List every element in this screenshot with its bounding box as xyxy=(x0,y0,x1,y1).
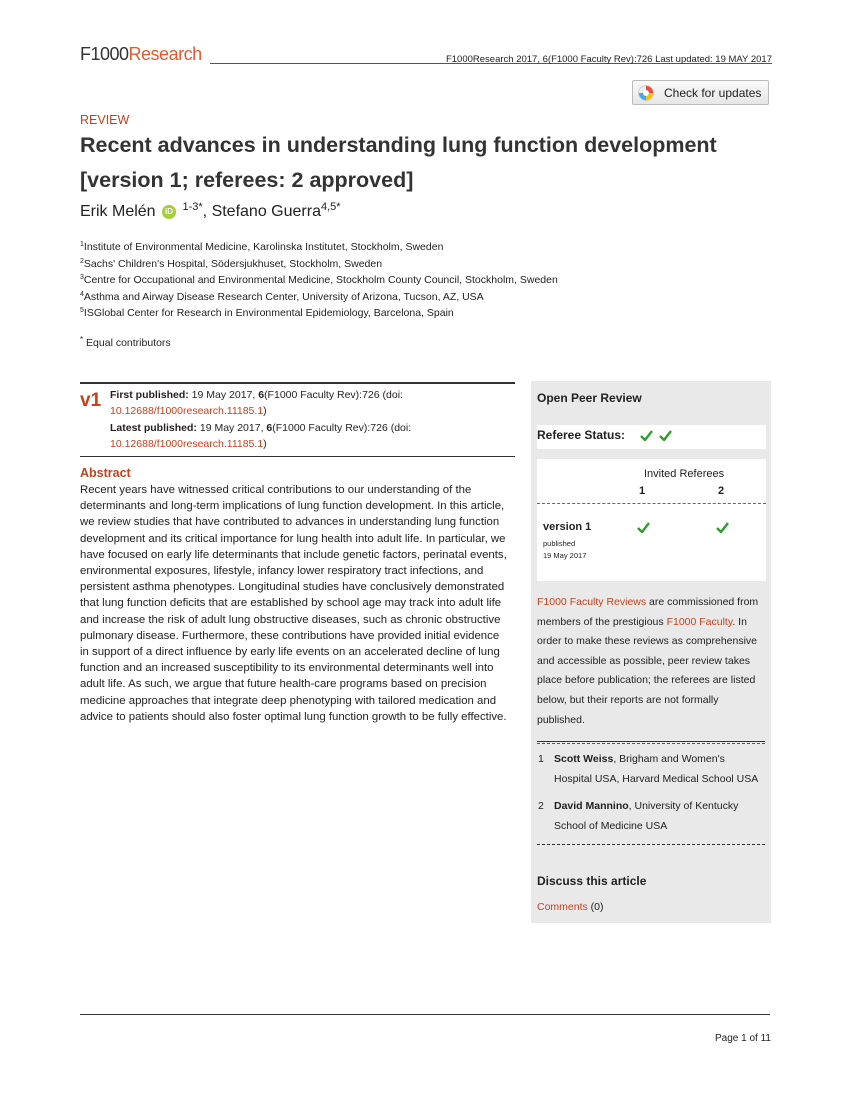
affiliation-item xyxy=(80,258,558,275)
referee-list xyxy=(537,741,765,845)
referee-column-1: 1 xyxy=(639,485,646,497)
faculty-reviews-link[interactable]: F1000 Faculty Reviews xyxy=(537,596,647,608)
approved-check-icon xyxy=(659,430,672,441)
paren-close: ) xyxy=(263,405,267,417)
affiliation-number: 4 xyxy=(80,290,84,298)
affiliation-text: Institute of Environmental Medicine, Karolinska Institutet, Stockholm, Sweden xyxy=(83,241,444,253)
comments-count: (0) xyxy=(587,901,604,913)
abstract-heading: Abstract xyxy=(80,466,131,480)
referee-name: David Mannino xyxy=(554,800,629,812)
affiliation-item xyxy=(80,274,558,291)
version-label[interactable]: version 1 xyxy=(543,521,592,533)
faculty-reviews-note xyxy=(537,593,769,730)
approved-check-icon xyxy=(640,430,653,441)
approved-check-icon[interactable] xyxy=(716,522,729,533)
referee-column-2: 2 xyxy=(718,485,725,497)
volume-number: 6 xyxy=(266,422,273,434)
referee-table xyxy=(537,459,766,581)
affiliation-item xyxy=(80,241,558,258)
comments-row xyxy=(537,901,604,913)
comments-link[interactable]: Comments xyxy=(537,901,588,913)
referee-status-label: Referee Status: xyxy=(537,428,626,442)
check-for-updates-button[interactable] xyxy=(632,80,769,105)
header-citation: F1000Research 2017, 6(F1000 Faculty Rev):726 Last updated: 19 MAY 2017 xyxy=(445,54,772,65)
faculty-note-text: are commissioned from members of the prestigious xyxy=(537,596,759,628)
equal-contributors-mark: * xyxy=(80,335,84,344)
doi-link[interactable]: 10.12688/f1000research.11185.1 xyxy=(110,405,264,417)
affiliation-number: 1 xyxy=(80,241,84,248)
author-affiliation-mark: 1-3* xyxy=(182,201,203,213)
affiliation-number: 3 xyxy=(80,274,84,282)
volume-number: 6 xyxy=(258,389,265,401)
article-title: Recent advances in understanding lung function development [version 1; referees: 2 approved] xyxy=(80,133,717,192)
equal-contributors-note xyxy=(80,335,171,349)
affiliation-text: ISGlobal Center for Research in Environmental Epidemiology, Barcelona, Spain xyxy=(83,307,454,320)
latest-published-label: Latest published: xyxy=(110,422,197,434)
crossmark-icon xyxy=(638,85,654,101)
latest-published-info xyxy=(110,420,510,452)
citation-text: (F1000 Faculty Rev):726 (doi: xyxy=(272,422,412,434)
check-for-updates-label: Check for updates xyxy=(664,86,762,100)
paren-close: ) xyxy=(263,438,267,450)
approved-check-icon[interactable] xyxy=(637,522,650,533)
f1000research-logo: F1000Research xyxy=(80,44,202,64)
author-name[interactable]: Stefano Guerra xyxy=(211,203,321,220)
referee-number: 2 xyxy=(538,800,544,812)
affiliation-number: 2 xyxy=(80,257,84,265)
page-number: Page 1 of 11 xyxy=(715,1033,771,1044)
author-name[interactable]: Erik Melén xyxy=(80,203,156,220)
affiliation-text: Sachs' Children's Hospital, Södersjukhuset, Stockholm, Sweden xyxy=(83,257,383,270)
equal-contributors-text: Equal contributors xyxy=(86,337,171,349)
abstract-text: Recent years have witnessed critical contributions to our understanding of the determinants and long-term implications of lung function development. In this article, we review studies that have contributed to advances in understanding lung function development and its critical importance for lung health into adult life. In particular, we have focused on early life determinants that include genetic factors, perinatal events, environmental exposures, lifestyle, infancy lower respiratory tract infections, and persistent asthma phenotypes. Longitudinal studies have conclusively demonstrated that lung function deficits that are established by school age may track into adult life and increase the risk of adult lung obstructive diseases, such as chronic obstructive pulmonary disease. Furthermore, these contributions have provided initial evidence in support of a direct influence by early life events on an accelerated decline of lung function and an increased susceptibility to its environmental determinants well into adult life. As such, we argue that future health-care programs based on precision medicine approaches that integrate deep phenotyping with tailored medication and advice to patients should also foster optimal lung function growth to be fully effective. xyxy=(80,484,507,723)
referee-affiliation: , University of Kentucky School of Medicine USA xyxy=(554,800,739,832)
referee-affiliation: , Brigham and Women's Hospital USA, Harvard Medical School USA xyxy=(554,753,759,785)
table-divider xyxy=(537,503,766,504)
first-published-label: First published: xyxy=(110,389,189,401)
affiliation-item xyxy=(80,291,558,308)
referee-item xyxy=(537,796,765,836)
discuss-article-heading: Discuss this article xyxy=(537,874,647,888)
faculty-note-text: . In order to make these reviews as comprehensive and accessible as possible, peer review takes place before publication; the referees are listed below, but their reports are not formally published. xyxy=(537,615,758,726)
divider xyxy=(537,844,765,845)
referee-item xyxy=(537,749,765,789)
referee-name: Scott Weiss xyxy=(554,753,614,765)
divider xyxy=(537,741,765,744)
divider xyxy=(80,382,515,384)
citation-text: (F1000 Faculty Rev):726 (doi: xyxy=(264,389,403,401)
invited-referees-heading: Invited Referees xyxy=(644,468,725,480)
version-badge: v1 xyxy=(80,390,102,411)
first-published-info xyxy=(110,387,510,419)
affiliation-text: Centre for Occupational and Environmental Medicine, Stockholm County Council, Stockholm, Sweden xyxy=(83,274,558,287)
article-type: REVIEW xyxy=(80,113,130,127)
author-list: Erik Melén iD $^{1-3*}$, Stefano Guerra$^{4,5*}$ xyxy=(80,201,341,220)
affiliation-number: 5 xyxy=(80,307,84,315)
referee-status xyxy=(537,425,766,449)
published-date: 19 May 2017 xyxy=(543,551,587,560)
affiliation-item xyxy=(80,307,558,324)
open-peer-review-title: Open Peer Review xyxy=(537,391,642,405)
published-label: published xyxy=(543,539,576,548)
latest-published-date: 19 May 2017, xyxy=(196,422,267,434)
affiliation-list xyxy=(80,241,558,324)
divider xyxy=(80,456,515,457)
author-affiliation-mark: 4,5* xyxy=(320,201,341,213)
f1000-faculty-link[interactable]: F1000 Faculty xyxy=(666,615,733,628)
affiliation-text: Asthma and Airway Disease Research Center, University of Arizona, Tucson, AZ, USA xyxy=(83,290,484,303)
footer-divider xyxy=(80,1014,770,1015)
referee-number: 1 xyxy=(538,753,544,765)
orcid-icon[interactable]: iD xyxy=(162,205,176,219)
first-published-date: 19 May 2017, xyxy=(188,389,259,401)
doi-link[interactable]: 10.12688/f1000research.11185.1 xyxy=(110,438,264,450)
